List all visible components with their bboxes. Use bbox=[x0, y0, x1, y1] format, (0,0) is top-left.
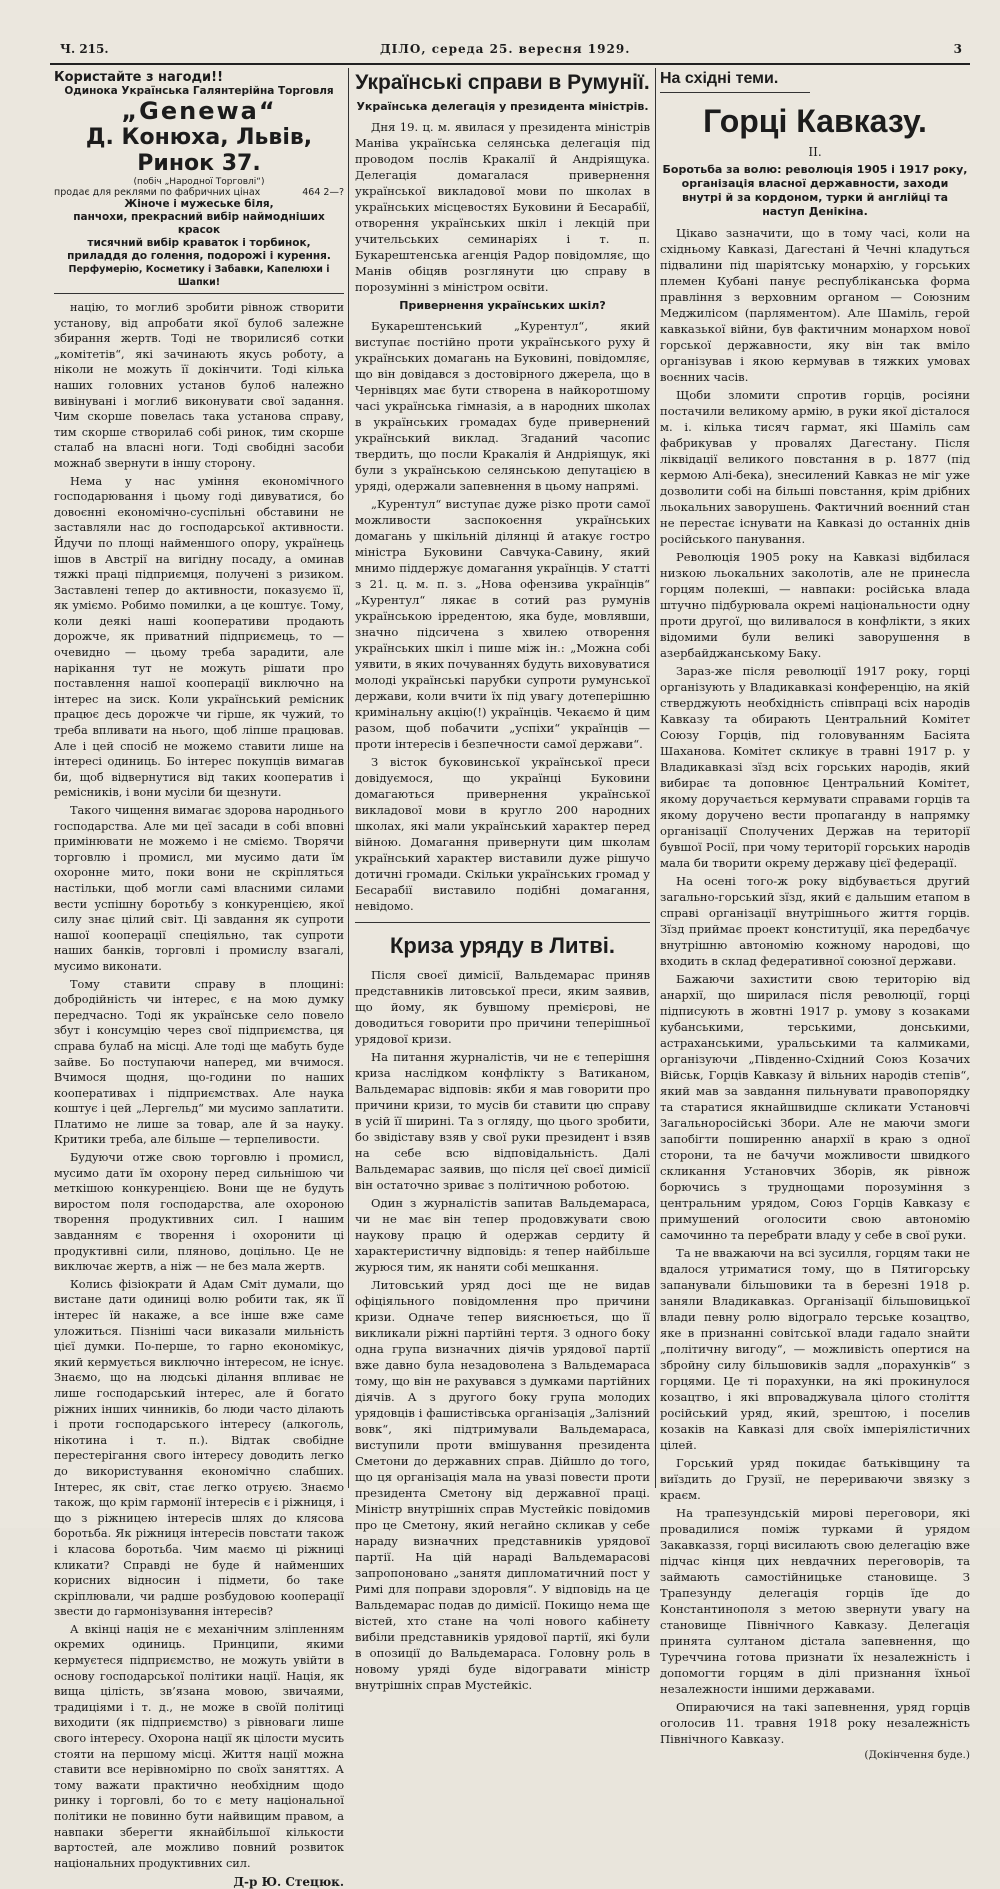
masthead-title: ДІЛО, середа 25. вересня 1929. bbox=[380, 42, 631, 56]
divider bbox=[355, 922, 650, 923]
advertisement bbox=[54, 70, 344, 294]
ad-line: панчохи, прекрасний вибір наймодніших красок bbox=[73, 211, 325, 236]
ad-line: приладдя до голення, подорожі і курення. bbox=[67, 250, 331, 262]
subheadline: Українська делегація у президента міністрів. bbox=[356, 100, 649, 113]
page-number: 3 bbox=[953, 42, 962, 56]
paragraph: Горський уряд покидає батьківщину та виїздить до Грузії, не перериваючи звязку з краєм. bbox=[660, 1456, 970, 1502]
paragraph: На трапезундській мирові переговори, які провадилися поміж турками й урядом Закавказзя, горці висилають свою делегацію вже підчас кінця цих невдачних переговорів, та займають самостійницьке становище. З Трапезунду делегація горців їде до Константинополя з метою звернути увагу на становище Північного Кавказу. Делегація принята султаном дістала запевнення, що Туреччина готова признати їх незалежність і допомогти горцям в ділі признання їхньої незалежности іншими державами. bbox=[660, 1506, 970, 1696]
paragraph: „Курентул“ виступає дуже різко проти самої можливости заспокоєння українських домагань у шкільній ділянці й атакує гостро міністра Буковини Савчука-Савину, який мнимо піддержує домагання українців. У статті з 21. ц. м. п. з. „Нова офензива українців“ „Курентул“ лякає в сотий раз румунів українською ірредентою, яка буде, мовлявши, значно підсичена з хвилею отворення українських шкіл і пише між ін.: „Можна собі уявити, в яких почуваннях будуть виховуватися молоді українські парубки супроти румунської держави, коли вчити їх під увагу дотеперішню кримінальну акцію(!) українців. Чекаємо й цим разом, щоб побачити „успіхи“ українців — проти інтересів і безпечности самої держави“. bbox=[355, 497, 650, 751]
ad-line: тисячний вибір краваток і торбинок, bbox=[87, 237, 311, 249]
masthead-rule bbox=[50, 63, 970, 65]
article-body bbox=[355, 119, 650, 295]
paragraph: На осені того-ж року відбувається другий загально-горський зїзд, який є дальшим етапом в справі організації внутрішнього життя горців. Зїзд приймає проект конституції, яка передбачує внутрішню автономію кожному народові, що входить в склад федеративної союзної держави. bbox=[660, 874, 970, 968]
ad-line: Жіноче і мужеське біля, bbox=[124, 198, 274, 210]
paragraph: Тому ставити справу в площині: добродійність чи інтерес, є на мою думку передчасно. Тоді як українське село повело збут і консумцію через свої підприємства, ця справа булаб на місці. Але тоді ще мабуть буде зайве. Бо поступаючи наперед, ми вчимося. Вчимося щодня, що-години по наших кооперативах і підприємствах. Але наука коштує і цей „Лергельд“ ми мусимо заплатити. Платимо не лише за товар, але й за науку. Критики треба, але більше — терпеливости. bbox=[54, 977, 344, 1147]
paragraph: На питання журналістів, чи не є теперішня криза наслідком конфлікту з Ватиканом, Вальдемарас відповів: якби я мав говорити про причини кризи, то мусів би ставити цю справу в усій її ширині. Та з огляду, що цього зробити, бо звідіставу взяв у свої руки президент і взяв на себе всю відповідальність. Далі Вальдемарас заявив, що після цеї своєї димісії він остаточно зриває з політичною роботою. bbox=[355, 1050, 650, 1192]
ad-sale-row bbox=[54, 187, 344, 198]
column-2 bbox=[355, 70, 650, 1695]
column-divider bbox=[655, 68, 656, 1488]
headline-lithuania: Криза уряду в Литві. bbox=[389, 933, 616, 958]
paragraph: А вкінці нація не є механічним зліпленням окремих одиниць. Принципи, якими кермуєтеся підприємство, не можуть увійти в основу господарської політики нації. Нація, як вища цілість, зв’язана мовою, звичаями, традиціями і т. д., не може в своїй політиці виходити (як підприємство) з рівноваги лише свого інтересу. Охорона нації як цілости мусить стояти на першому місці. Життя нації можна ставити все нерівномірно по своїх заняттях. А тому важати практично необхідним щодо ринку і торговлі, бо то є мету національної політики не повинно бути найвищим правом, а навпаки зберегти якнайбільшої кількости вартостей, але можливо повний розвиток національних продуктивних сил. bbox=[54, 1622, 344, 1870]
headline-caucasus: Горці Кавказу. bbox=[703, 103, 927, 139]
paragraph: Букарештенський „Курентул“, який виступає постійно проти українського руху й українських домагань на Буковині, повідомляє, що він довідався з достовірного джерела, що в Чернівцях має бути створена в найкоротшому часі українська гімназія, а в народних школах в українських громадах буде привернений український виклад. Згаданий часопис твердить, що посли Кракалія й Андріящук, які були з українською селянською депутацією в уряді, одержали запевнення в цьому напрямі. bbox=[355, 319, 650, 493]
paragraph: З вісток буковинської української преси довідуємося, що українці Буковини домагаються привернення української викладової мови в кругло 200 народних школах, які мали український характер перед війною. Домагання привернути цим школам український характер виставили дуже рішучо дотичні громади. Скільки українських громад у Бесарабії виставило подібні домагання, невідомо. bbox=[355, 755, 650, 913]
ad-subline: Одинока Українська Галянтерійна Торговля bbox=[64, 85, 334, 97]
article-body bbox=[660, 225, 970, 1747]
paragraph: Колись фізіократи й Адам Сміт думали, що вистане дати одиниці волю робити так, як її інтерес їй накаже, а все інше вже саме уложиться. Пізніші часи виказали мильність цієї думки. По-перше, то гарно економікус, який кермується виключно інтересом, не існує. Знаємо, що на людські ділання впливає не лише господарський інтерес, але й богато ріжних інших чинників, бо люди часто ділають і проти господарського інтересу (алкоголь, нікотина і т. п.). Відтак свобідне перестерігання свого інтересу доводить легко до використування економічно слабших. Інтерес, як світ, стає легко отруєю. Знаємо також, що крім гармонії інтересів є і ріжниця, і що з ріжницею інтересів шлях до клясова боротьба. Як ріжниця інтересів повстати також і класова боротьба. Чим маємо ці ріжниці кликати? Справді не буде й найменших корисних відносин і підмети, бо таке скріплювали, чи радше розбудовою кооперації звести до гармонізування інтересів? bbox=[54, 1277, 344, 1619]
article-body bbox=[355, 967, 650, 1693]
paragraph: Будуючи отже свою торговлю і промисл, мусимо дати їм охорону перед сильнішою чи меткішою конкуренцією. Вони ще не будуть виростом поля господарства, але охороною творення продуктивних сил. І нашим завданням є творення і охоронити ці продуктивні сили, пляново, доцільно. Це не виключає жертв, а ніж — не без мала жертв. bbox=[54, 1151, 344, 1274]
paragraph: націю, то могли6 зробити рівнож створити установу, від апробати якої було6 залежне збирання жертв. Тоді не творилися6 сотки „комітетів“, які зачинають якусь роботу, а ніколи не можуть її докінчити. Тоді кілька наших головних установ було6 належно вивінувані і могли6 виконувати свої задання. Чим скорше повелась така установа справу, тим скорше створила6 собі ринок, тим скорше сталаб на власні ноги. Тоді свобідні засоби можнаб звернути в іншу сторону. bbox=[54, 301, 344, 470]
rubric: На східні теми. bbox=[660, 70, 810, 93]
paragraph: Литовський уряд досі ще не видав офіціяльного повідомлення про причини кризи. Одначе тепер вияснюється, що її викликали ріжні партійні тертя. З одного боку одна група визначних діячів урядової партії вже давно була незадоволена з Вальдемараса тому, що він не рахувався з думками партійних діячів. А з другого боку група молодих урядовців і фашистівська організація „Залізний вовк“, які підтримували Вальдемараса, виступили проти вмішування президента Сметони до державних справ. Дійшло до того, що ця організація мала на увазі повести проти президента Сметону від державної праці. Міністр внутрішніх справ Мустейкіс повідомив про це Сметону, який негайно скликав у себе нараду визначних представників урядової партії. На цій нараді Вальдемарасові запропоновано „занятя дипломатичний пост у Римі для поправи здоровля“. У відповідь на це Вальдемарас подав до димісії. Покищо нема ще вістей, хто стане на чолі нового кабінету вибіли представників урядової партії, які були в опозиції до Вальдемараса. Головну роль в новому уряді буде відогравати міністр внутрішніх справ Мустейкіс. bbox=[355, 1278, 650, 1692]
headline-romania: Українські справи в Румунії. bbox=[355, 71, 650, 94]
article-body bbox=[355, 318, 650, 914]
paragraph: Один з журналістів запитав Вальдемараса, чи не має він тепер продовжувати свою наукову працю й одержав сердиту й характеристичну відповідь: я тепер найбільше журюся тим, як наняти собі мешкання. bbox=[355, 1196, 650, 1274]
part-number: II. bbox=[808, 145, 822, 159]
ad-line: Перфумерію, Косметику і Забавки, Капелюхи і Шапки! bbox=[68, 264, 330, 288]
ad-headline: Користайте з нагоди!! bbox=[54, 70, 223, 85]
ad-brand: „Genewa“ bbox=[121, 97, 277, 125]
masthead bbox=[50, 40, 970, 62]
paragraph: Бажаючи захистити свою територію від анархії, що ширилася після революції, горці підписують в жовтні 1917 р. умову з козаками кубанськими, терськими, донськими, астраханськими, уральськими та калмиками, організуючи „Південно-Східний Союз Козачих Військ, Горців Кавказу й вільних народів степів“, який мав за завдання пильнувати правопорядку та старатися якнайшвидше скликати Установчі Загальноросійські Збори. Але не маючи змоги запобігти поширенню анархії в краю з одної сторони, та не бачучи можливости швидкого скликання Установчих Зборів, як рівнож борючись з труднощами порозуміння з центральним урядом, Союз Горців Кавказу є примушений оголосити свою автономію самочинно та перебрати владу у себе в свої руки. bbox=[660, 972, 970, 1242]
ad-near: (побіч „Народної Торговлі“) bbox=[133, 177, 265, 187]
paragraph: Революція 1905 року на Кавказі відбилася низкою льокальних заколотів, але не принесла горцям полекші, — навпаки: російська влада штучно підбурювала окремі національности одну проти другої, що виливалося в конфлікти, з яких відомими були великі заворушення в азербайджанському Баку. bbox=[660, 550, 970, 660]
paragraph: Цікаво зазначити, що в тому часі, коли на східньому Кавказі, Дагестані й Чечні кладуться підвалини під шаріятську монархію, у горських племен Кубані панує республіканська форма правління з верховним органом — Союзним Меджилісом (парляментом). Але Шаміль, герой кавказької війни, був фактичним монархом нової горської державности, яку він так вміло організував і якою кермував в тяжких умовах воєнних часів. bbox=[660, 226, 970, 384]
paragraph: Щоби зломити спротив горців, росіяни постачили великому армію, в руки якої дісталося м. і. кілька тисяч гармат, які Шаміль сам фабрикував у провалях Дагестану. Після ліквідації великого повстання в р. 1877 (під кермою Алі-бека), знесилений Кавказ не міг уже дозволити собі на більші повстання, крім дрібних льокальних заворушень. Фактичний воєнний стан не перестає існувати на Кавказі до останніх днів російського панування. bbox=[660, 388, 970, 546]
subheadline: Привернення українських шкіл? bbox=[399, 299, 606, 312]
article-body bbox=[54, 300, 344, 1871]
paragraph: Опираючися на такі запевнення, уряд горців оголосив 11. травня 1918 року незалежність Північного Кавказу. bbox=[660, 1700, 970, 1746]
column-divider bbox=[348, 68, 349, 1488]
signature: Д-р Ю. Стецюк. bbox=[233, 1875, 344, 1889]
paragraph: Такого чищення вимагає здорова народнього господарства. Але ми цеї засади в собі вповні примінювати не можемо і не сміємо. Творячи торговлю і промисл, ми мусимо дати їм охоронне мито, поки вони не скріпляться настільки, щоб могли самі власними силами вести успішну боротьбу з конкуренцією, якої силу знає цілий світ. Ці завдання як супроти нашої кооперації спеціяльно, так супроти наших банків, торговлі і промислу взагалі, мусимо виконати. bbox=[54, 804, 344, 973]
lead: Боротьба за волю: революція 1905 і 1917 року, організація власної державности, заходи внутрі й за кордоном, турки й англійці та наступ Денікіна. bbox=[662, 163, 968, 218]
issue-number: Ч. 215. bbox=[60, 42, 109, 56]
paragraph: Зараз-же після революції 1917 року, горці організують у Владикавказі конференцію, на якій стверджують необхідність співпраці всіх народів Кавказу та обирають Центральний Комітет Союзу Горців, під головуванням Басіята Шаханова. Комітет скликує в травні 1917 р. у Владикавказі зїзд всіх горських народів, який вибирає та доповнює Центральний Комітет, якому доручається кермувати справами горців та якому дорученo вести пропаганду в напрямку організації Сполучених Держав на території бувшої Росії, при чому території горських народів мала би творити окрему державу цієї федерації. bbox=[660, 664, 970, 870]
paragraph: Після своєї димісії, Вальдемарас приняв представників литовської преси, яким заявив, що йому, як бувшому премієрові, не доводиться говорити про причини теперішньої урядової кризи. bbox=[355, 968, 650, 1046]
paragraph: Та не вважаючи на всі зусилля, горцям таки не вдалося утриматися тому, що в Пятигорську запанували більшовики та в березні 1918 р. заняли Владикавказ. Організації більшовицької влади певну ролю відограло терське козацтво, яке в признанні совітської влади гадало знайти „політичну вигоду“, — можливість опертися на збройну силу більшовиків задля „порахунків“ з горцями. Це ті порахунки, на які прокинулося козацтво, і які впроваджувала цілого століття російський уряд, який, зрештою, і поселив козаків на Кавказі для своїх імперіялістичних цілей. bbox=[660, 1246, 970, 1452]
ad-sale: продає для реклями по фабричних цінах bbox=[54, 187, 261, 198]
column-3 bbox=[660, 70, 970, 1761]
column-1 bbox=[54, 70, 344, 1889]
paragraph: Нема у нас уміння економічного господарювання і цьому годі дивуватися, бо довоєнні економічно-суспільні обставини не заставляли нас до господарської активности. Йдучи по площі найменшого опору, українець ішов в Австрії на вигідну посаду, а оминав тяжкі праці підприємця, получені з ризиком. Заставлені тепер до активности, показуємо її, як уміємо. Робимо помилки, а це коштує. Тому, коли деякі наші кооперативи продають дорожче, як приватний підприємець, то — очевидно — цьому треба зарадити, але нарікання тут не можуть рішати про поставлення нашої кооперації виключно на інтерес на зиск. Коли український ремісник працює десь дорожче чи гірше, як чужий, то треба впливати на нього, щоб ліпше працював. Але і цей спосіб не можемо ставити лише на інтересі одиниць. Бо інтерес покупців вимагав би, щоб відвернутися від таких кооператив і ремісників, і вони мусіли би щезнути. bbox=[54, 474, 344, 800]
continued-note: (Докінчення буде.) bbox=[864, 1749, 970, 1761]
ad-shop: Д. Конюха, Львів, Ринок 37. bbox=[85, 125, 313, 176]
paragraph: Дня 19. ц. м. явилася у президента міністрів Маніва українська селянська делегація під проводом послів Кракалії й Андріящука. Делегація домагалася привернення української викладової мови по школах в українських місцевостях Буковини й Бесарабії, отворення українських шкіл і лекцій при учительських семинаріях і т. п. Букарештенська агенція Радор повідомляє, що Манів обіцяв розглянути цю справу в порозумінні з міністром освіти. bbox=[355, 120, 650, 294]
ad-code: 464 2—? bbox=[302, 187, 344, 198]
